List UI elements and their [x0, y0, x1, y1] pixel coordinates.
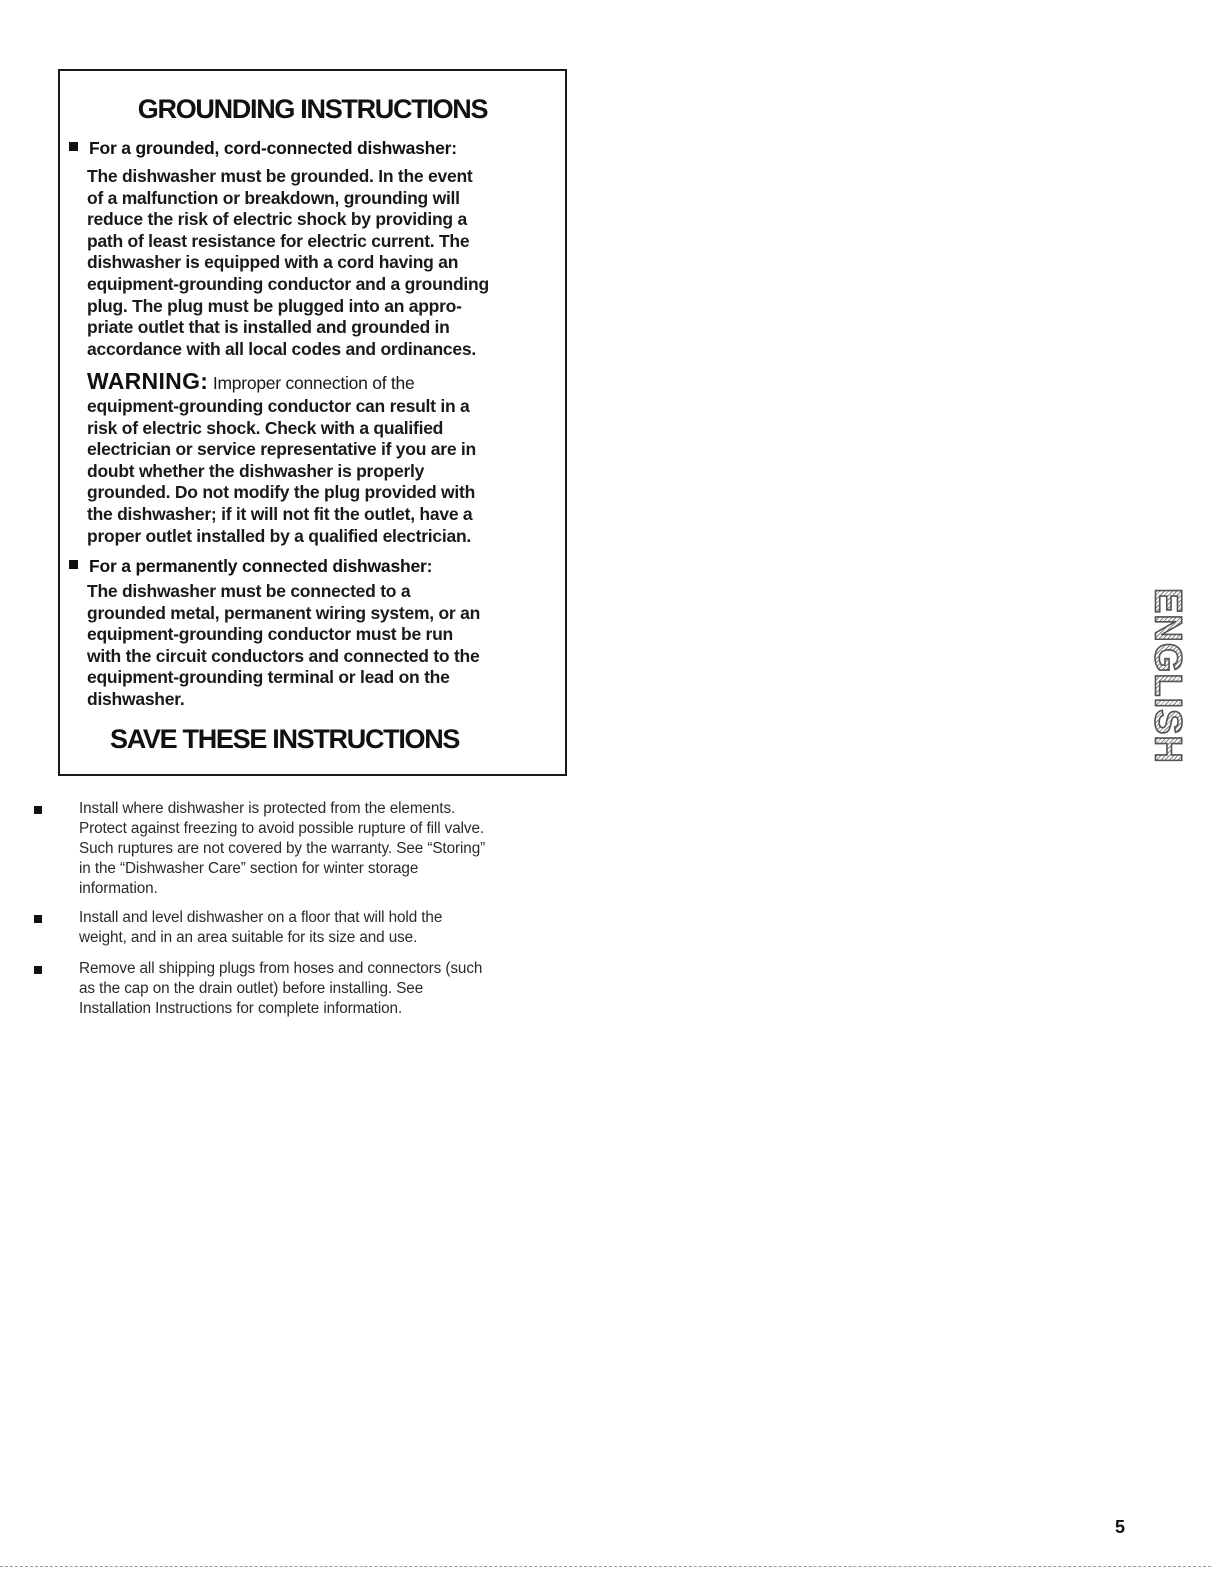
save-instructions-title: SAVE THESE INSTRUCTIONS [110, 724, 460, 754]
list-item-text: Remove all shipping plugs from hoses and connectors (such as the cap on the drain outlet) before installing. See Installation Instructions for complete information. [79, 960, 483, 1017]
text-line: of a malfunction or breakdown, grounding will [87, 187, 460, 208]
list-item-text: Install where dishwasher is protected from the elements. Protect against freezing to avoid possible rupture of fill valve. Such ruptures are not covered by the warranty. See “Storing” in the “Dishwasher Care” section for winter storage information. [79, 800, 486, 897]
text-line: electrician or service representative if you are in [87, 439, 476, 460]
bullet-square-icon [69, 142, 78, 151]
text-line: The dishwasher must be connected to a [87, 581, 411, 601]
cord-connected-heading: For a grounded, cord-connected dishwasher: [60, 137, 457, 159]
text-line: priate outlet that is installed and grounded in [87, 317, 450, 338]
language-side-tab [1146, 563, 1189, 788]
page-bottom-edge [0, 1566, 1211, 1567]
warning-label: WARNING: [87, 368, 209, 394]
text-line: path of least resistance for electric current. The [87, 230, 470, 251]
text-line: risk of electric shock. Check with a qualified [87, 417, 444, 438]
text-line: doubt whether the dishwasher is properly [87, 460, 425, 481]
language-side-tab-label: ENGLISH [1146, 587, 1189, 764]
text-line: equipment-grounding terminal or lead on the [87, 667, 450, 688]
bullet-square-icon [34, 806, 42, 814]
text-line: grounded metal, permanent wiring system, or an [87, 602, 481, 623]
text-line: equipment-grounding conductor can result in a [87, 396, 470, 416]
bullet-square-icon [69, 560, 78, 569]
text-line: accordance with all local codes and ordinances. [87, 338, 476, 359]
text-line: with the circuit conductors and connected to the [87, 645, 480, 666]
grounding-instructions-box [58, 69, 567, 776]
warning-paragraph [87, 368, 476, 547]
cord-connected-paragraph [87, 166, 489, 360]
text-line: reduce the risk of electric shock by providing a [87, 209, 467, 230]
text-line: grounded. Do not modify the plug provided with [87, 482, 476, 503]
text-line: proper outlet installed by a qualified electrician. [87, 525, 472, 546]
permanently-connected-paragraph [87, 581, 480, 711]
text-line: The dishwasher must be grounded. In the event [87, 166, 473, 186]
grounding-instructions-title: GROUNDING INSTRUCTIONS [137, 94, 488, 124]
text-line: dishwasher is equipped with a cord having an [87, 252, 459, 273]
page-number: 5 [1115, 1517, 1126, 1537]
text-line: equipment-grounding conductor and a grounding [87, 273, 489, 294]
text-line: plug. The plug must be plugged into an appro- [87, 295, 462, 316]
bullet-square-icon [34, 915, 42, 923]
list-item-text: Install and level dishwasher on a floor that will hold the weight, and in an area suitable for its size and use. [79, 909, 443, 946]
text-line: the dishwasher; if it will not fit the outlet, have a [87, 503, 473, 524]
text-line: dishwasher. [87, 688, 185, 709]
text-line: equipment-grounding conductor must be run [87, 624, 453, 645]
permanently-connected-heading: For a permanently connected dishwasher: [60, 555, 432, 577]
bullet-square-icon [34, 966, 42, 974]
warning-first-line: WARNING: Improper connection of the [87, 368, 415, 394]
